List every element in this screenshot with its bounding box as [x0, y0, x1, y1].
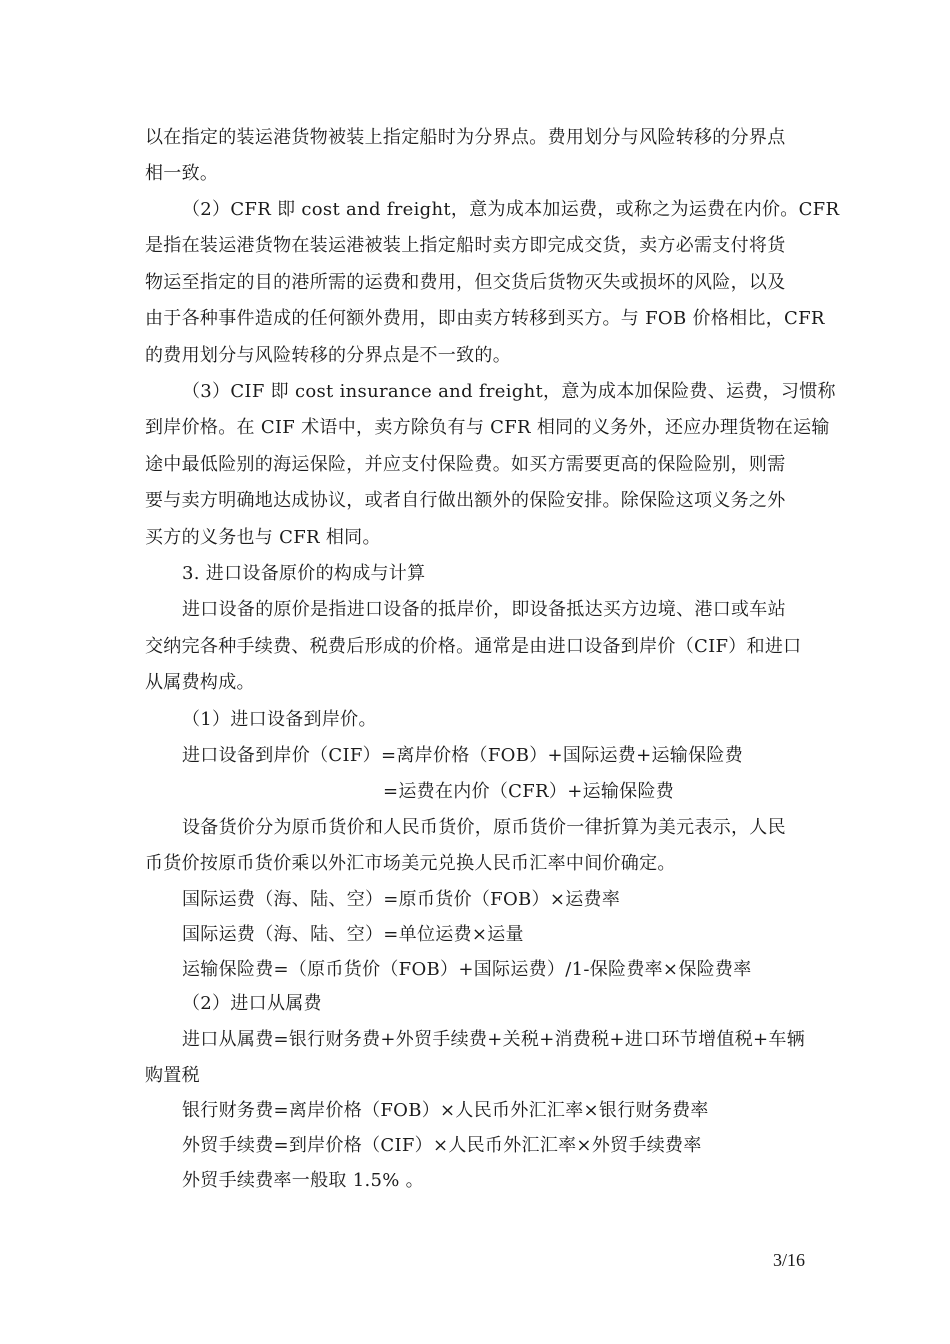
subsection-heading: （2）进口从属费 — [182, 993, 322, 1014]
formula-line: =运费在内价（CFR）+运输保险费 — [383, 781, 675, 802]
paragraph-line: 途中最低险别的海运保险，并应支付保险费。如买方需要更高的保险险别，则需 — [145, 454, 786, 475]
paragraph-line: 外贸手续费率一般取 1.5% 。 — [182, 1170, 424, 1191]
paragraph-line: 物运至指定的目的港所需的运费和费用，但交货后货物灭失或损坏的风险，以及 — [145, 272, 786, 293]
formula-line: 运输保险费=（原币货价（FOB）+国际运费）/1-保险费率×保险费率 — [182, 959, 752, 980]
paragraph-line: 的费用划分与风险转移的分界点是不一致的。 — [145, 345, 511, 366]
paragraph-line: 是指在装运港货物在装运港被装上指定船时卖方即完成交货，卖方必需支付将货 — [145, 235, 786, 256]
formula-line: 外贸手续费=到岸价格（CIF）×人民币外汇汇率×外贸手续费率 — [182, 1135, 702, 1156]
section-heading: 3. 进口设备原价的构成与计算 — [182, 563, 426, 584]
paragraph-line: 相一致。 — [145, 163, 219, 184]
paragraph-line: 设备货价分为原币货价和人民币货价，原币货价一律折算为美元表示，人民 — [182, 817, 786, 838]
paragraph-line: 币货价按原币货价乘以外汇市场美元兑换人民币汇率中间价确定。 — [145, 853, 676, 874]
paragraph-line: 进口设备的原价是指进口设备的抵岸价，即设备抵达买方边境、港口或车站 — [182, 599, 786, 620]
paragraph-line: 到岸价格。在 CIF 术语中，卖方除负有与 CFR 相同的义务外，还应办理货物在运输 — [145, 417, 830, 438]
paragraph-line: 要与卖方明确地达成协议，或者自行做出额外的保险安排。除保险这项义务之外 — [145, 490, 786, 511]
paragraph-line: （2）CFR 即 cost and freight，意为成本加运费，或称之为运费在内价。CFR — [182, 199, 840, 220]
paragraph-line: 交纳完各种手续费、税费后形成的价格。通常是由进口设备到岸价（CIF）和进口 — [145, 636, 802, 657]
paragraph-line: 买方的义务也与 CFR 相同。 — [145, 527, 381, 548]
paragraph-line: 由于各种事件造成的任何额外费用，即由卖方转移到买方。与 FOB 价格相比，CFR — [145, 308, 825, 329]
paragraph-line: 从属费构成。 — [145, 672, 255, 693]
paragraph-line: 以在指定的装运港货物被装上指定船时为分界点。费用划分与风险转移的分界点 — [145, 127, 786, 148]
paragraph-line: （3）CIF 即 cost insurance and freight，意为成本加保险费、运费，习惯称 — [182, 381, 836, 402]
formula-line: 国际运费（海、陆、空）=原币货价（FOB）×运费率 — [182, 889, 621, 910]
formula-line: 购置税 — [145, 1065, 200, 1086]
formula-line: 进口设备到岸价（CIF）=离岸价格（FOB）+国际运费+运输保险费 — [182, 745, 743, 766]
page-number: 3/16 — [772, 1250, 805, 1270]
formula-line: 国际运费（海、陆、空）=单位运费×运量 — [182, 924, 524, 945]
subsection-heading: （1）进口设备到岸价。 — [182, 709, 377, 730]
formula-line: 银行财务费=离岸价格（FOB）×人民币外汇汇率×银行财务费率 — [182, 1100, 709, 1121]
formula-line: 进口从属费=银行财务费+外贸手续费+关税+消费税+进口环节增值税+车辆 — [182, 1029, 805, 1050]
